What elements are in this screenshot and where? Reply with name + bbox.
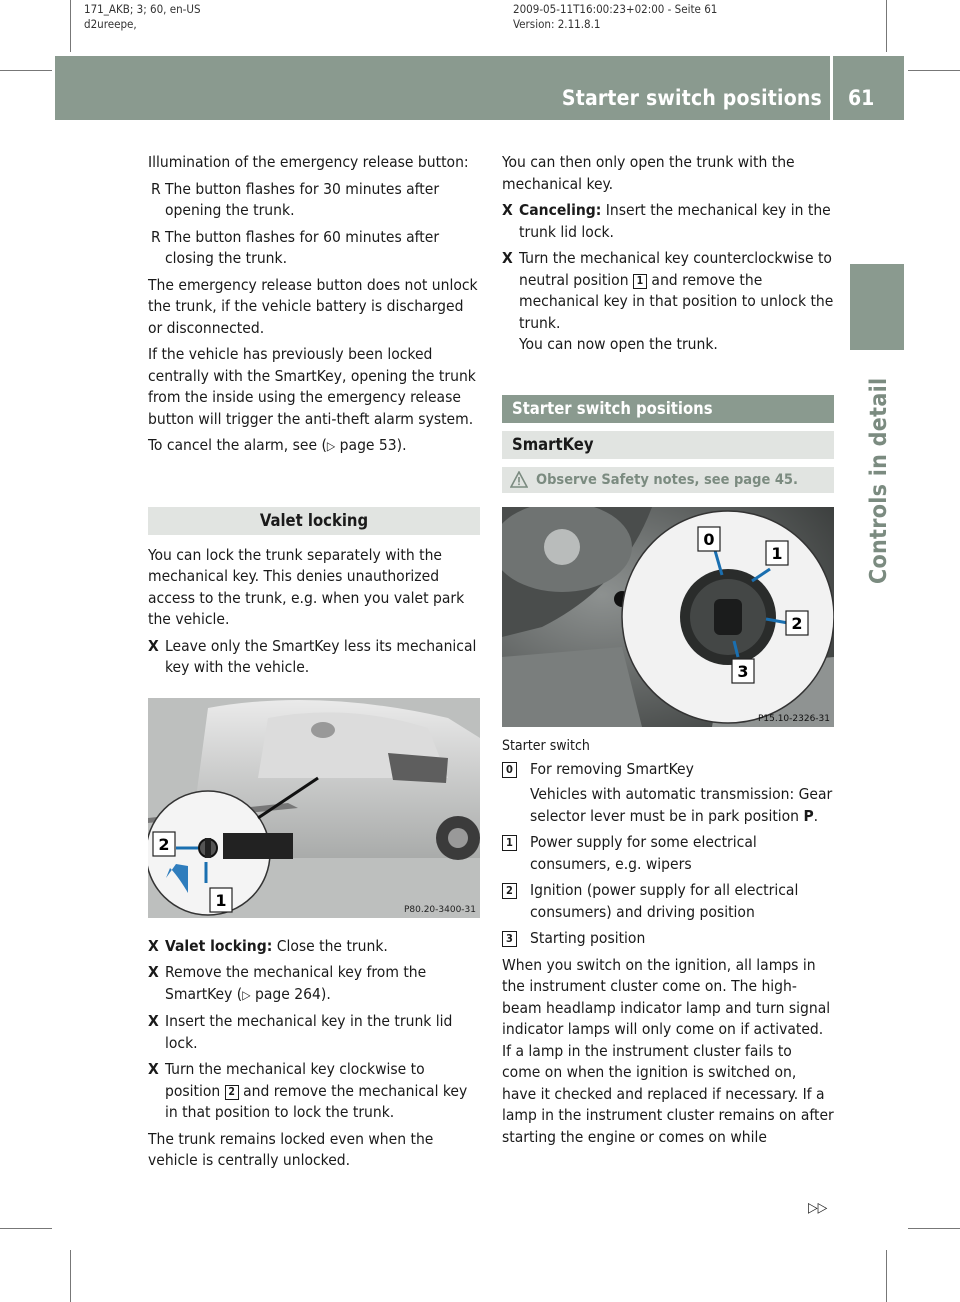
legend-item: 1 Power supply for some electrical consumers, e.g. wipers: [502, 832, 834, 875]
warning-icon: [510, 471, 528, 488]
paragraph: When you switch on the ignition, all lamps in the instrument cluster come on. The high-beam headlamp indicator lamp and turn signal indicator lamps will only come on if activated. If a lamp in the instrument cluster fails to come on when the ignition is switched on, have it checked and replaced if necessary. If a lamp in the instrument cluster remains on after starting the engine or comes on while: [502, 955, 834, 1146]
figure-label: 2: [158, 834, 170, 854]
page-ref-link[interactable]: page 53).: [339, 436, 407, 454]
legend-key: 0: [502, 762, 517, 778]
starter-switch-illustration: [502, 507, 834, 727]
step-text: Leave only the SmartKey less its mechanical key with the vehicle.: [165, 636, 477, 676]
step-arrow-icon: X: [502, 249, 513, 267]
crop-mark: [0, 70, 52, 71]
position-key: 2: [225, 1085, 239, 1100]
figure-code: P15.10-2326-31: [757, 713, 830, 724]
crop-mark: [886, 1250, 887, 1302]
paragraph: You can then only open the trunk with the mechanical key.: [502, 153, 795, 193]
figure-label: 1: [215, 890, 227, 910]
position-key: 1: [633, 274, 647, 289]
instruction-step: X Canceling: Insert the mechanical key in the trunk lid lock.: [502, 201, 831, 241]
crop-mark: [908, 1228, 960, 1229]
alarm-reference: To cancel the alarm, see (▷ page 53).: [148, 436, 407, 454]
intro-text: Illumination of the emergency release button:: [148, 153, 469, 171]
page-ref-link[interactable]: page 264).: [255, 984, 331, 1003]
legend-key: 2: [502, 883, 517, 899]
left-column: [148, 152, 480, 1177]
chapter-tab: [850, 264, 904, 350]
subsection-heading: SmartKey: [502, 431, 834, 459]
legend-item: 3 Starting position: [502, 928, 834, 950]
bullet-text: The button flashes for 30 minutes after opening the trunk.: [165, 179, 440, 219]
figure-code: P80.20-3400-31: [403, 904, 476, 915]
crop-mark: [0, 1228, 52, 1229]
bullet-item: [148, 227, 480, 270]
crop-mark: [70, 0, 71, 52]
bullet-text: The button flashes for 60 minutes after closing the trunk.: [165, 227, 440, 267]
paragraph: The emergency release button does not unlock the trunk, if the vehicle battery is discharged or disconnected.: [148, 275, 478, 337]
starter-switch-figure: [502, 507, 834, 727]
instruction-step: X Remove the mechanical key from the SmartKey (▷ page 264).: [148, 963, 427, 1003]
legend-item: 0 For removing SmartKey Vehicles with automatic transmission: Gear selector lever must be in park position P.: [502, 759, 834, 828]
print-meta-left: [84, 2, 201, 32]
instruction-step: [148, 636, 480, 679]
legend-key: 3: [502, 931, 517, 947]
step-text: Insert the mechanical key in the trunk lid lock.: [165, 1012, 453, 1052]
step-label: Canceling:: [519, 201, 602, 219]
crop-mark: [908, 70, 960, 71]
chapter-label: [860, 356, 900, 586]
step-label: Valet locking:: [165, 936, 273, 955]
step-arrow-icon: X: [148, 936, 159, 955]
paragraph: If the vehicle has previously been locked centrally with the SmartKey, opening the trunk from the inside using the emergency release button will trigger the anti-theft alarm system.: [148, 345, 476, 428]
page-number: 61: [848, 86, 875, 110]
step-arrow-icon: X: [148, 963, 159, 981]
bullet-item: [148, 179, 480, 222]
print-meta-right: [513, 2, 717, 32]
legend-key: 1: [502, 835, 517, 851]
continue-marker: ▷▷: [808, 1200, 828, 1216]
legend-item: 2 Ignition (power supply for all electrical consumers) and driving position: [502, 880, 834, 923]
instruction-step: X Valet locking: Close the trunk.: [148, 936, 480, 958]
figure-caption: Starter switch: [502, 737, 590, 754]
step-arrow-icon: X: [148, 1012, 159, 1030]
section-heading-valet: Valet locking: [148, 507, 480, 535]
step-arrow-icon: X: [148, 636, 159, 655]
bullet-icon: R: [151, 179, 161, 198]
figure-label: 2: [791, 613, 803, 633]
crop-mark: [70, 1250, 71, 1302]
warning-text: Observe Safety notes, see page 45.: [536, 471, 798, 488]
figure-label: 0: [703, 529, 715, 549]
figure-label: 1: [771, 543, 783, 563]
trunk-lock-illustration: [148, 698, 480, 918]
instruction-step: X Turn the mechanical key clockwise to position 2 and remove the mechanical key in that position to lock the trunk.: [148, 1060, 468, 1121]
step-result: You can now open the trunk.: [519, 335, 718, 353]
meta-right-line1: 2009-05-11T16:00:23+02:00 - Seite 61: [513, 2, 718, 16]
meta-left-line1: 171_AKB; 3; 60, en-US: [84, 2, 201, 16]
right-column: [502, 152, 834, 1153]
step-arrow-icon: X: [502, 201, 513, 219]
meta-left-line2: d2ureepe,: [84, 17, 137, 31]
bullet-icon: R: [151, 227, 161, 246]
step-arrow-icon: X: [148, 1060, 159, 1078]
chapter-label-text: Controls in detail: [866, 377, 892, 584]
header-divider: [830, 56, 833, 120]
safety-warning: [502, 467, 834, 493]
ref-arrow-icon: ▷: [242, 987, 251, 1002]
figure-label: 3: [737, 661, 749, 681]
meta-right-line2: Version: 2.11.8.1: [513, 17, 601, 31]
page-title: Starter switch positions: [561, 86, 822, 110]
ref-arrow-icon: ▷: [326, 439, 336, 453]
paragraph: The trunk remains locked even when the vehicle is centrally unlocked.: [148, 1129, 434, 1169]
paragraph: You can lock the trunk separately with the mechanical key. This denies unauthorized access to the trunk, e.g. when you valet park the vehicle.: [148, 545, 465, 628]
instruction-step: [148, 1011, 480, 1054]
section-heading: Starter switch positions: [502, 395, 834, 423]
instruction-step: X Turn the mechanical key counterclockwise to neutral position 1 and remove the mechanical key in that position to unlock the trunk. You can now open the trunk.: [502, 249, 834, 353]
trunk-lock-figure: [148, 698, 480, 918]
crop-mark: [886, 0, 887, 52]
